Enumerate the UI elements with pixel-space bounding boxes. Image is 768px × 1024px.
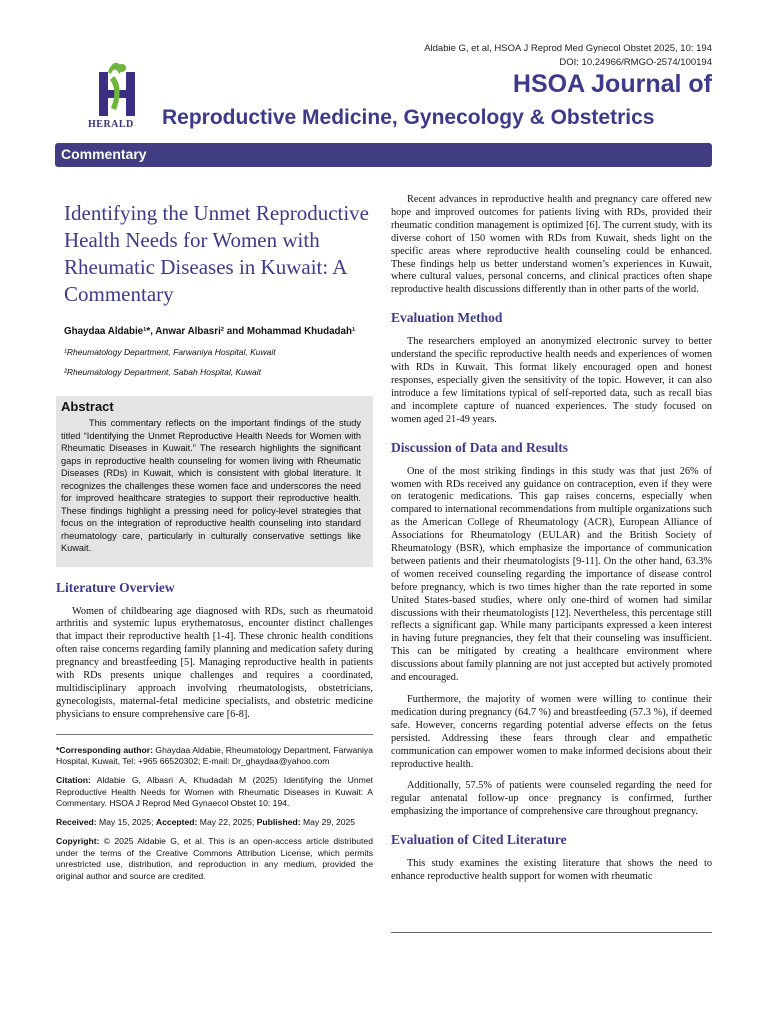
received-label: Received: (56, 817, 97, 828)
section-bar (55, 143, 712, 167)
paragraph: This study examines the existing literature that shows the need to enhance reproductive health support for women with rheumatic (391, 858, 712, 883)
section-heading-discussion: Discussion of Data and Results (391, 439, 569, 455)
citation-line: Aldabie G, et al, HSOA J Reprod Med Gynecol Obstet 2025, 10: 194 (424, 43, 712, 54)
citation-text: Aldabie G, Albasri A, Khudadah M (2025) Identifying the Unmet Reproductive Health Needs for Women with Rheumatic Diseases in Kuwait: A Commentary. HSOA J Reprod Med Gynaecol Obstet 10: 194. (56, 775, 373, 809)
published-label: Published: (256, 817, 301, 828)
affiliation-2: ²Rheumatology Department, Sabah Hospital, Kuwait (64, 367, 262, 377)
citation (56, 775, 373, 810)
abstract-text: This commentary reflects on the important findings of the study titled “Identifying the Unmet Reproductive Health Needs for Women with Rheumatic Diseases in Kuwait.” The research highlights the significant gaps in reproductive health counseling for women living with Rheumatic Diseases (RDs) in Kuwait, which is consistent with global literature. It recognizes the challenges these women face and underscores the need for improved healthcare strategies to support their reproductive health. These findings highlight a pressing need for policy-level strategies that focus on the integration of reproductive health counseling into standard rheumatology care, particularly in culturally conservative settings like Kuwait. (61, 418, 361, 553)
paragraph: Recent advances in reproductive health and pregnancy care offered new hope and improved outcomes for patients living with RDs, provided their rheumatic condition management is optimized [6]. The current study, with its diverse cohort of 150 women with RDs from Kuwait, sheds light on the specific areas where reproductive health counseling could be enhanced. These findings help us better understand women’s experiences in Kuwait, where cultural values, personal concerns, and clinical practices often shape reproductive health discussions differently than in other parts of the world. (391, 194, 712, 296)
footer-divider (391, 932, 712, 933)
affiliation-1: ¹Rheumatology Department, Farwaniya Hospital, Kuwait (64, 347, 276, 357)
section-label: Commentary (61, 146, 147, 162)
section-heading-evaluation: Evaluation Method (391, 310, 503, 326)
journal-title: HSOA Journal of (512, 70, 712, 98)
abstract-heading: Abstract (61, 399, 114, 414)
logo-wordmark: HERALD (88, 119, 134, 130)
paragraph: Furthermore, the majority of women were willing to continue their medication during pregnancy (64.7 %) and breastfeeding (57.3 %), if deemed safe. However, concerns regarding potential adverse effects on the fetus persisted. Addressing these fears through clear and empathetic communication can empower women to make informed decisions about their reproductive health. (391, 694, 712, 770)
right-column (391, 194, 712, 893)
section-heading-literature: Literature Overview (56, 579, 175, 595)
received-date: May 15, 2025; (96, 817, 156, 828)
corresponding-label: *Corresponding author: (56, 744, 153, 755)
authors: Ghaydaa Aldabie¹*, Anwar Albasri² and Mohammad Khudadah¹ (64, 326, 356, 337)
accepted-date: May 22, 2025; (197, 817, 257, 828)
paragraph: Women of childbearing age diagnosed with RDs, such as rheumatoid arthritis and systemic lupus erythematosus, encounter distinct challenges that impact their reproductive health [1-4]. These chronic health conditions often raise concerns regarding family planning and medication safety during pregnancy and breastfeeding [5]. Managing reproductive health in patients with RDs presents unique challenges and requires a coordinated, multidisciplinary approach involving rheumatologists, obstetricians, gynecologists, maternal-fetal medicine specialists, and obstetric medicine physicians to ensure comprehensive care [6-8]. (56, 605, 373, 720)
copyright-text: © 2025 Aldabie G, et al. This is an open-access article distributed under the terms of the Creative Commons Attribution License, which permits unrestricted use, distribution, and reproduction in any medium, provided the original author and source are credited. (56, 835, 373, 881)
published-date: May 29, 2025 (300, 817, 356, 828)
abstract-box (56, 396, 373, 567)
corresponding-text: Ghaydaa Aldabie, Rheumatology Department, Farwaniya Hospital, Kuwait, Tel: +965 66520302; E-mail: Dr_ghaydaa@yahoo.com (56, 744, 373, 767)
copyright (56, 836, 373, 883)
paragraph: Additionally, 57.5% of patients were counseled regarding the need for regular antenatal follow-up once pregnancy is confirmed, further emphasizing the importance of comprehensive care throughout pregnancy. (391, 780, 712, 818)
article-title: Identifying the Unmet Reproductive Health Needs for Women with Rheumatic Diseases in Kuwait: A Commentary (64, 201, 370, 306)
dates (56, 817, 373, 829)
paragraph: One of the most striking findings in this study was that just 26% of women with RDs received any guidance on contraception, even if they were on teratogenic medications. This gap raises concerns, especially when compared to international recommendations from multiple organizations such as the American College of Rheumatology (ACR), European Alliance of Associations for Rheumatology (EULAR) and the British Society of Rheumatology (BSR), which emphasize the importance of communication between patients and their rheumatologists [9-11]. On the other hand, 63.3% of women received counseling regarding the importance of disease control before pregnancy, which is two times higher than the rate reported in some United States-based studies, where only one-third of women had similar discussions with their rheumatologists [12]. Nevertheless, this percentage still reflects a significant gap. While many participants expressed a keen interest in having future pregnancies, they felt that their counseling was insufficient. This can be mitigated by creating a healthcare environment where discussions about family planning are not just accepted but actively promoted and encouraged. (391, 465, 712, 684)
citation-label: Citation: (56, 775, 91, 786)
left-column (56, 200, 373, 890)
header-citation (424, 42, 712, 70)
section-heading-cited-literature: Evaluation of Cited Literature (391, 832, 567, 848)
corresponding-author (56, 745, 373, 768)
copyright-label: Copyright: (56, 835, 100, 846)
accepted-label: Accepted: (155, 817, 198, 828)
doi-line: DOI: 10.24966/RMGO-2574/100194 (559, 57, 712, 68)
paragraph: The researchers employed an anonymized electronic survey to better understand the specific reproductive health needs and experiences of women with RDs in Kuwait. This format likely encouraged open and honest responses, especially given the sensitivity of the topic. However, it can also introduce a few limitations typical of self-reported data, such as recall bias and incomplete capture of nuanced experiences. The study focused on women aged 21-49 years. (391, 336, 712, 425)
divider (56, 734, 373, 735)
journal-subtitle: Reproductive Medicine, Gynecology & Obstetrics (162, 106, 655, 129)
